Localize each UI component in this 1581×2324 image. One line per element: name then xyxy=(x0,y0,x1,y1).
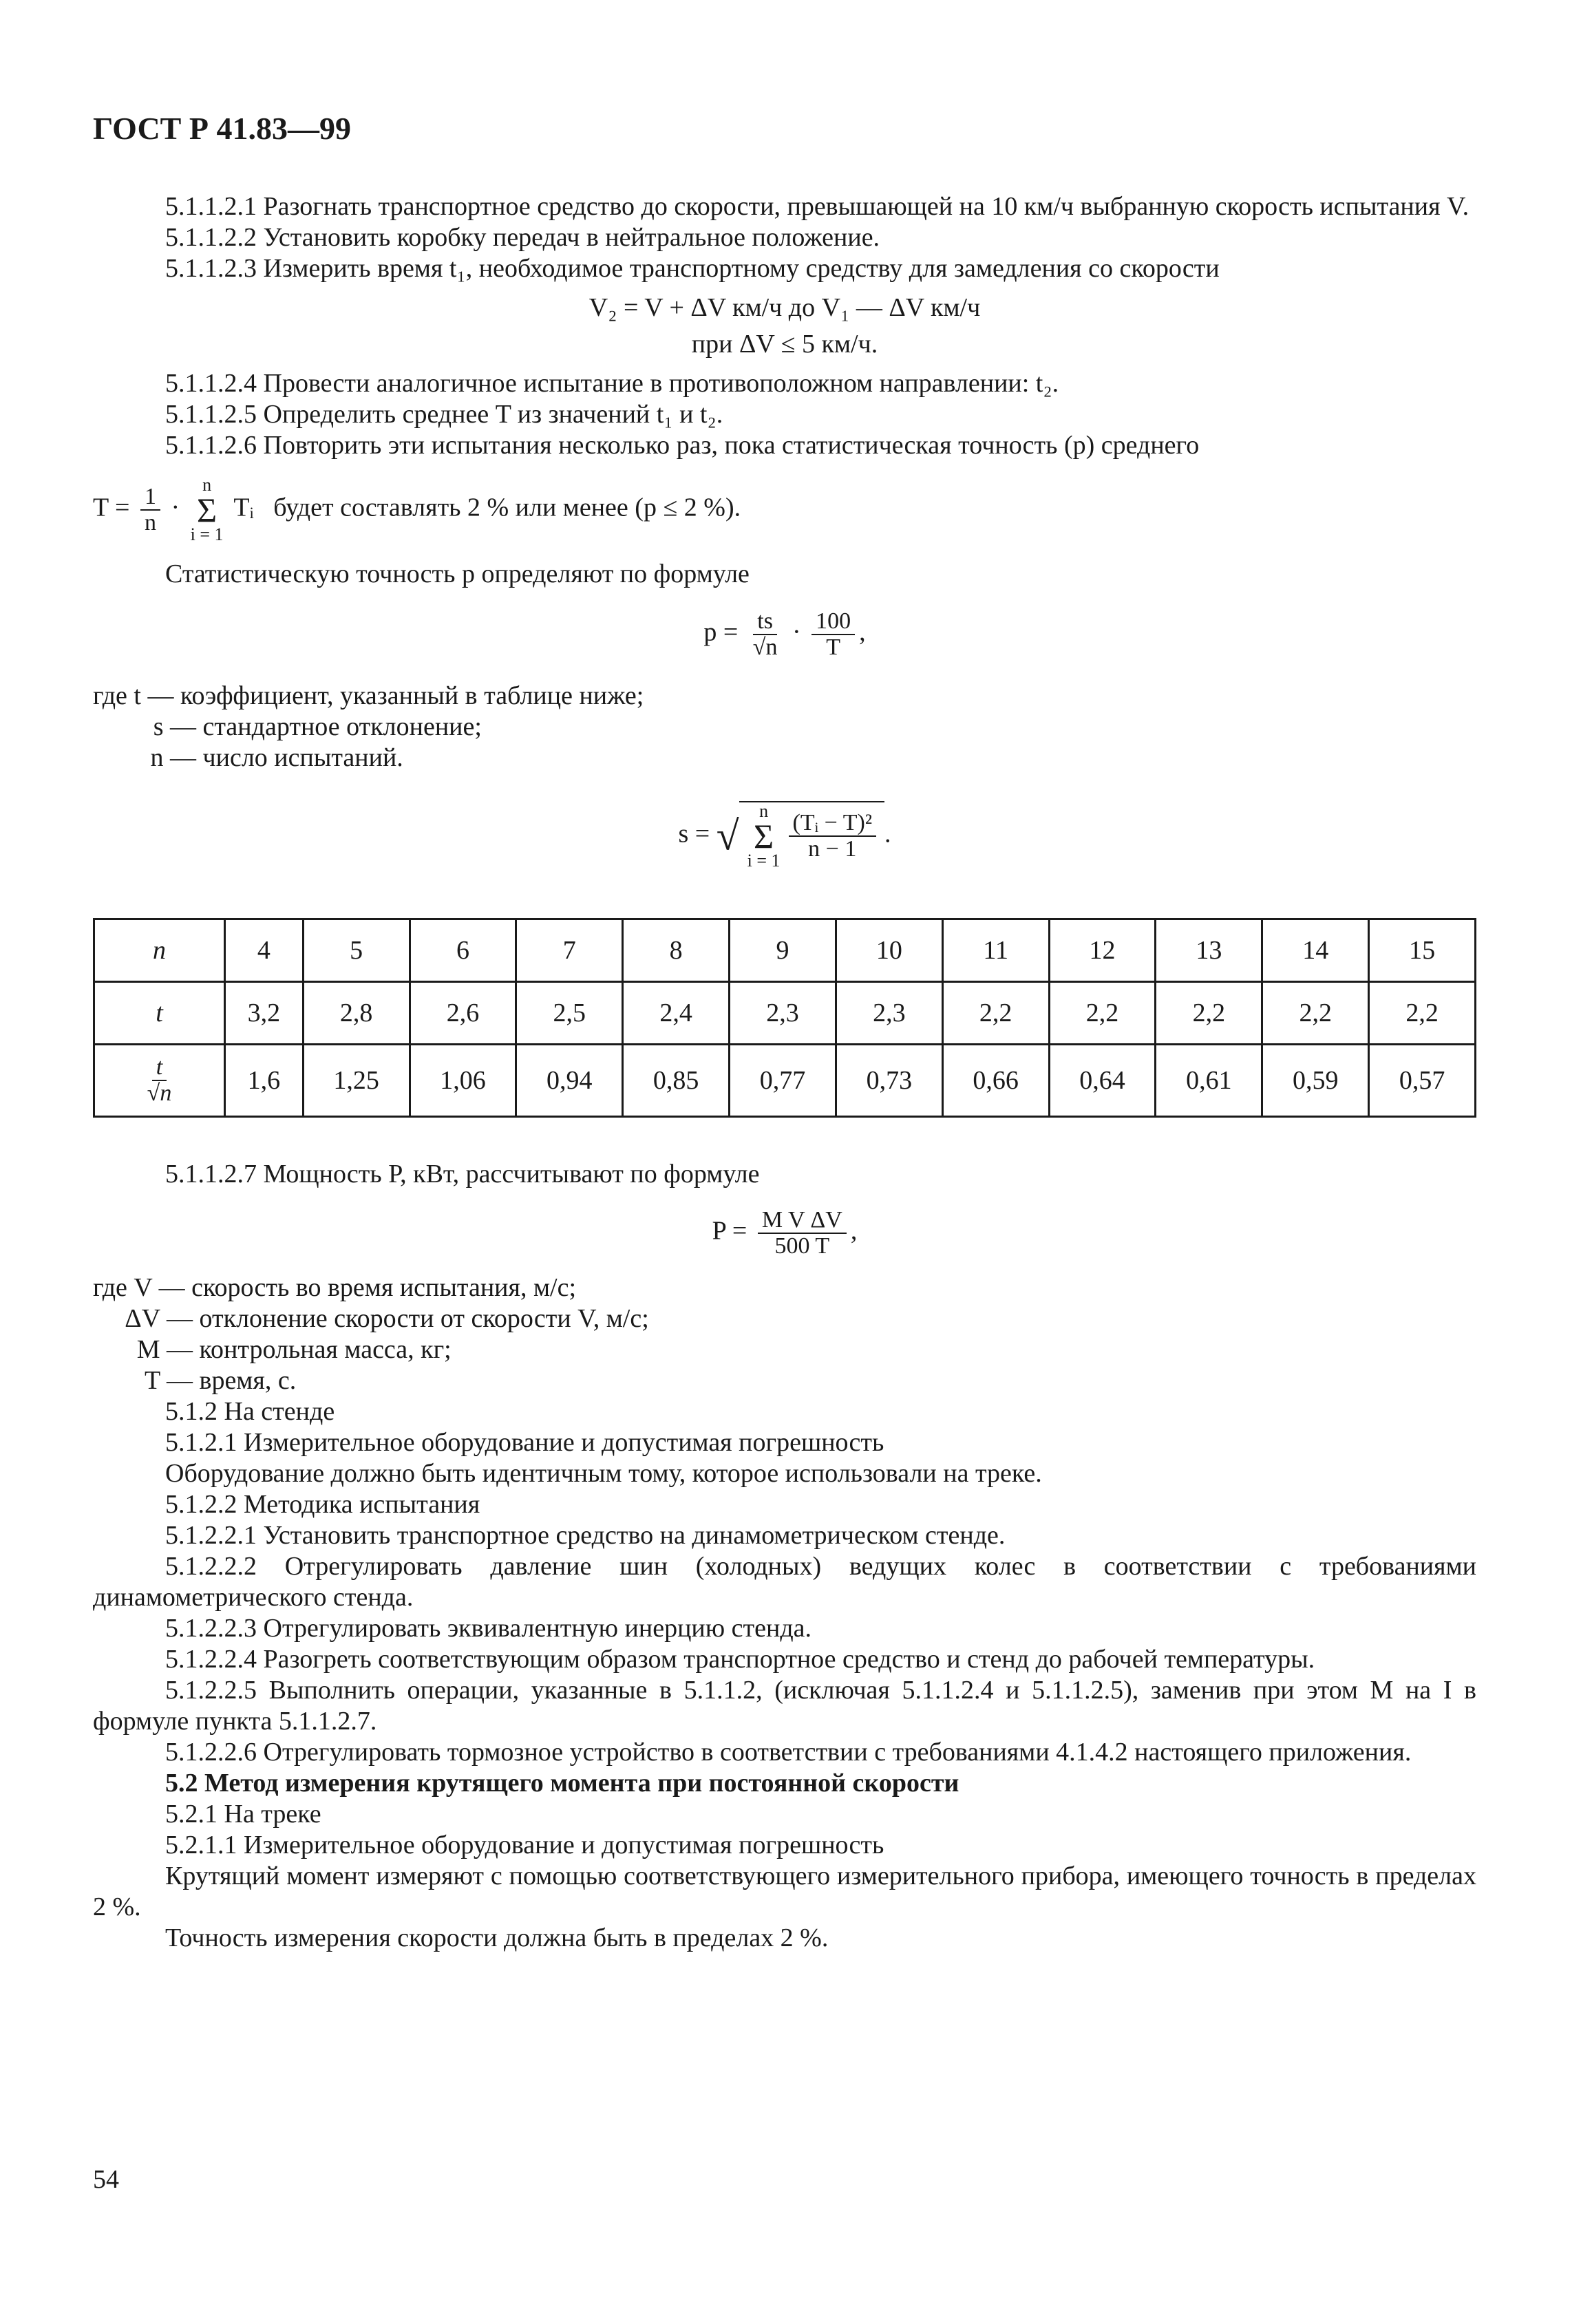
formula-std-fraction xyxy=(789,811,877,862)
formula-std-dev xyxy=(93,801,1476,870)
paragraph-5-1-2: 5.1.2 На стенде xyxy=(165,1397,335,1426)
table-cell: 3,2 xyxy=(225,982,304,1045)
where-symbol: где t — xyxy=(93,681,174,710)
table-cell: 2,6 xyxy=(410,982,516,1045)
sigma-icon: Σ xyxy=(754,817,774,855)
table-cell: 1,06 xyxy=(410,1045,516,1117)
paragraph-torque: Крутящий момент измеряют с помощью соответствующего измерительного прибора, имеющего точность в пределах 2 %. xyxy=(93,1862,1476,1921)
table-row-n xyxy=(94,919,1476,982)
where-symbol: ΔV — xyxy=(125,1304,193,1333)
formula-speed-condition: при ΔV ≤ 5 км/ч. xyxy=(691,330,878,359)
formula-precision-fraction-1 xyxy=(749,609,782,660)
table-cell: 0,85 xyxy=(623,1045,730,1117)
paragraph-5-2-1-1: 5.2.1.1 Измерительное оборудование и допустимая погрешность xyxy=(165,1831,884,1859)
formula-mean-den: n xyxy=(144,510,156,535)
table-cell: 2,2 xyxy=(1369,982,1476,1045)
formula-mean-num: 1 xyxy=(140,484,160,511)
power-num: M V ΔV xyxy=(758,1208,847,1234)
sum-bottom: i = 1 xyxy=(190,524,224,544)
sum-top: n xyxy=(759,801,769,821)
table-cell: 2,2 xyxy=(1156,982,1262,1045)
table-cell: 2,8 xyxy=(303,982,410,1045)
body-text xyxy=(93,191,1476,1954)
paragraph-5-1-2-2-4: 5.1.2.2.4 Разогреть соответствующим образом транспортное средство и стенд до рабочей температуры. xyxy=(165,1645,1315,1674)
table-cell: 0,57 xyxy=(1369,1045,1476,1117)
where-item xyxy=(93,1334,1476,1365)
where-item xyxy=(93,1365,1476,1396)
where-desc: время, с. xyxy=(199,1366,297,1395)
formula-power xyxy=(93,1208,1476,1259)
table-cell: 2,2 xyxy=(1262,982,1369,1045)
where-symbol: n — xyxy=(150,743,196,772)
paragraph-5-1-2-2-1: 5.1.2.2.1 Установить транспортное средство на динамометрическом стенде. xyxy=(165,1521,1006,1550)
table-cell: 13 xyxy=(1156,919,1262,982)
where-item xyxy=(93,681,1476,712)
sum-bottom: i = 1 xyxy=(747,851,781,871)
table-row-t xyxy=(94,982,1476,1045)
formula-power-fraction xyxy=(758,1208,847,1259)
table-cell: 2,3 xyxy=(730,982,836,1045)
sigma-icon: Σ xyxy=(197,491,217,529)
table-cell: 10 xyxy=(836,919,942,982)
where-symbol: где V — xyxy=(93,1273,185,1302)
paragraph-speed-accuracy: Точность измерения скорости должна быть в пределах 2 %. xyxy=(165,1923,829,1952)
table-row-label xyxy=(94,1045,225,1117)
ratio-fraction xyxy=(143,1055,176,1106)
formula-mean-lhs: T = xyxy=(93,493,130,522)
table-cell: 1,6 xyxy=(225,1045,304,1117)
table-cell: 12 xyxy=(1049,919,1156,982)
table-cell: 0,61 xyxy=(1156,1045,1262,1117)
formula-mean-fraction xyxy=(140,484,160,535)
table-cell: 11 xyxy=(942,919,1049,982)
formula-speed-range xyxy=(93,292,1476,360)
table-cell: 14 xyxy=(1262,919,1369,982)
formula-std-radicand xyxy=(739,801,884,870)
table-row-label: n xyxy=(94,919,225,982)
where-symbol: T — xyxy=(144,1366,193,1395)
formula-power-tail: , xyxy=(850,1216,858,1246)
paragraph-5-1-1-2-5: 5.1.1.2.5 Определить среднее T из значений t₁ и t₂. xyxy=(165,400,723,429)
table-cell: 0,94 xyxy=(516,1045,623,1117)
std-num: (Tᵢ − T)² xyxy=(789,811,877,837)
table-cell: 4 xyxy=(225,919,304,982)
frac1-den: √n xyxy=(752,635,778,660)
table-cell: 5 xyxy=(303,919,410,982)
paragraph-5-1-2-2-6: 5.1.2.2.6 Отрегулировать тормозное устройство в соответствии с требованиями 4.1.4.2 настоящего приложения. xyxy=(165,1738,1412,1767)
where-symbol: M — xyxy=(136,1335,193,1364)
formula-precision: p = $\frac{ts}{√n}$ · $\frac{100}{T}$ , xyxy=(703,608,866,660)
table-cell: 2,2 xyxy=(942,982,1049,1045)
where-desc: скорость во время испытания, м/с; xyxy=(191,1273,577,1302)
where-item xyxy=(93,743,1476,774)
table-cell: 0,77 xyxy=(730,1045,836,1117)
table-cell: 0,73 xyxy=(836,1045,942,1117)
table-cell: 2,4 xyxy=(623,982,730,1045)
paragraph-5-1-1-2-4: 5.1.1.2.4 Провести аналогичное испытание в противоположном направлении: t₂. xyxy=(165,369,1059,398)
paragraph-5-1-1-2-7: 5.1.1.2.7 Мощность P, кВт, рассчитывают по формуле xyxy=(165,1160,760,1188)
table-cell: 0,64 xyxy=(1049,1045,1156,1117)
paragraph-5-1-1-2-6: 5.1.1.2.6 Повторить эти испытания несколько раз, пока статистическая точность (p) среднего xyxy=(165,431,1200,460)
where-desc: контрольная масса, кг; xyxy=(199,1335,452,1364)
sum-top: n xyxy=(202,475,212,495)
table-cell: 6 xyxy=(410,919,516,982)
paragraph-5-1-2-2-3: 5.1.2.2.3 Отрегулировать эквивалентную инерцию стенда. xyxy=(165,1614,812,1643)
where-item xyxy=(93,712,1476,743)
paragraph-5-1-2-1: 5.1.2.1 Измерительное оборудование и допустимая погрешность xyxy=(165,1428,884,1457)
std-den: n − 1 xyxy=(808,836,857,862)
where-desc: число испытаний. xyxy=(202,743,403,772)
formula-precision-fraction-2 xyxy=(811,609,855,660)
page-number: 54 xyxy=(93,2165,119,2194)
paragraph-5-1-1-2-1: 5.1.1.2.1 Разогнать транспортное средство до скорости, превышающей на 10 км/ч выбранную скорость испытания V. xyxy=(165,192,1469,221)
table-cell: 2,5 xyxy=(516,982,623,1045)
table-row-label: t xyxy=(94,982,225,1045)
sqrt-icon: √ xyxy=(716,813,739,859)
formula-std-tail: . xyxy=(884,819,891,849)
formula-precision-tail: , xyxy=(859,617,866,647)
frac2-den: T xyxy=(826,635,841,660)
where-item xyxy=(93,1272,1476,1303)
formula-mean-sum xyxy=(191,476,224,544)
table-cell: 1,25 xyxy=(303,1045,410,1117)
paragraph-5-1-1-2-2: 5.1.1.2.2 Установить коробку передач в нейтральное положение. xyxy=(165,223,880,252)
paragraph-precision: Статистическую точность p определяют по формуле xyxy=(165,559,750,588)
where-desc: отклонение скорости от скорости V, м/с; xyxy=(199,1304,649,1333)
paragraph-5-1-1-2-3: 5.1.1.2.3 Измерить время t₁, необходимое транспортному средству для замедления со скорости xyxy=(165,254,1220,283)
frac1-num: ts xyxy=(753,609,777,635)
ratio-den: √n xyxy=(147,1080,172,1106)
table-cell: 0,59 xyxy=(1262,1045,1369,1117)
where-desc: коэффициент, указанный в таблице ниже; xyxy=(180,681,644,710)
formula-std-sum xyxy=(747,802,781,870)
ratio-num: t xyxy=(152,1055,167,1081)
section-heading-5-2: 5.2 Метод измерения крутящего момента при постоянной скорости xyxy=(165,1769,959,1798)
table-cell: 15 xyxy=(1369,919,1476,982)
where-list-1 xyxy=(93,681,1476,774)
table-cell: 7 xyxy=(516,919,623,982)
table-cell: 2,2 xyxy=(1049,982,1156,1045)
formula-precision-lhs: p = xyxy=(703,617,739,647)
table-cell: 0,66 xyxy=(942,1045,1049,1117)
frac2-num: 100 xyxy=(811,609,855,635)
table-cell: 8 xyxy=(623,919,730,982)
paragraph-5-1-2-2-5: 5.1.2.2.5 Выполнить операции, указанные в 5.1.1.2, (исключая 5.1.1.2.4 и 5.1.1.2.5), заменив при этом M на I в формуле пункта 5.1.1.2.7. xyxy=(93,1676,1476,1736)
paragraph-5-1-2-2: 5.1.2.2 Методика испытания xyxy=(165,1490,480,1519)
paragraph-5-1-2-2-2: 5.1.2.2.2 Отрегулировать давление шин (холодных) ведущих колес в соответствии с требованиями динамометрического стенда. xyxy=(93,1552,1476,1612)
formula-mean-term: Tᵢ xyxy=(233,493,254,522)
formula-power-lhs: P = xyxy=(712,1216,747,1246)
page-header: ГОСТ Р 41.83—99 xyxy=(93,111,351,146)
where-list-2 xyxy=(93,1272,1476,1396)
formula-mean-tail: будет составлять 2 % или менее (p ≤ 2 %). xyxy=(273,493,741,522)
table-row-ratio xyxy=(94,1045,1476,1117)
table-cell: 9 xyxy=(730,919,836,982)
power-den: 500 T xyxy=(774,1233,830,1259)
paragraph-equipment: Оборудование должно быть идентичным тому, которое использовали на треке. xyxy=(165,1459,1042,1488)
coefficient-table xyxy=(93,918,1476,1118)
where-symbol: s — xyxy=(153,712,196,741)
paragraph-5-2-1: 5.2.1 На треке xyxy=(165,1800,321,1829)
formula-std-lhs: s = xyxy=(678,819,710,849)
table-cell: 2,3 xyxy=(836,982,942,1045)
where-item xyxy=(93,1303,1476,1334)
where-desc: стандартное отклонение; xyxy=(202,712,482,741)
formula-mean: T = $\frac{1}{n}$ · n Σ i = 1 Tᵢ будет составлять 2 % или менее (p ≤ 2 %). xyxy=(93,475,741,544)
formula-speed-line: V₂ = V + ΔV км/ч до V₁ — ΔV км/ч xyxy=(588,293,981,322)
